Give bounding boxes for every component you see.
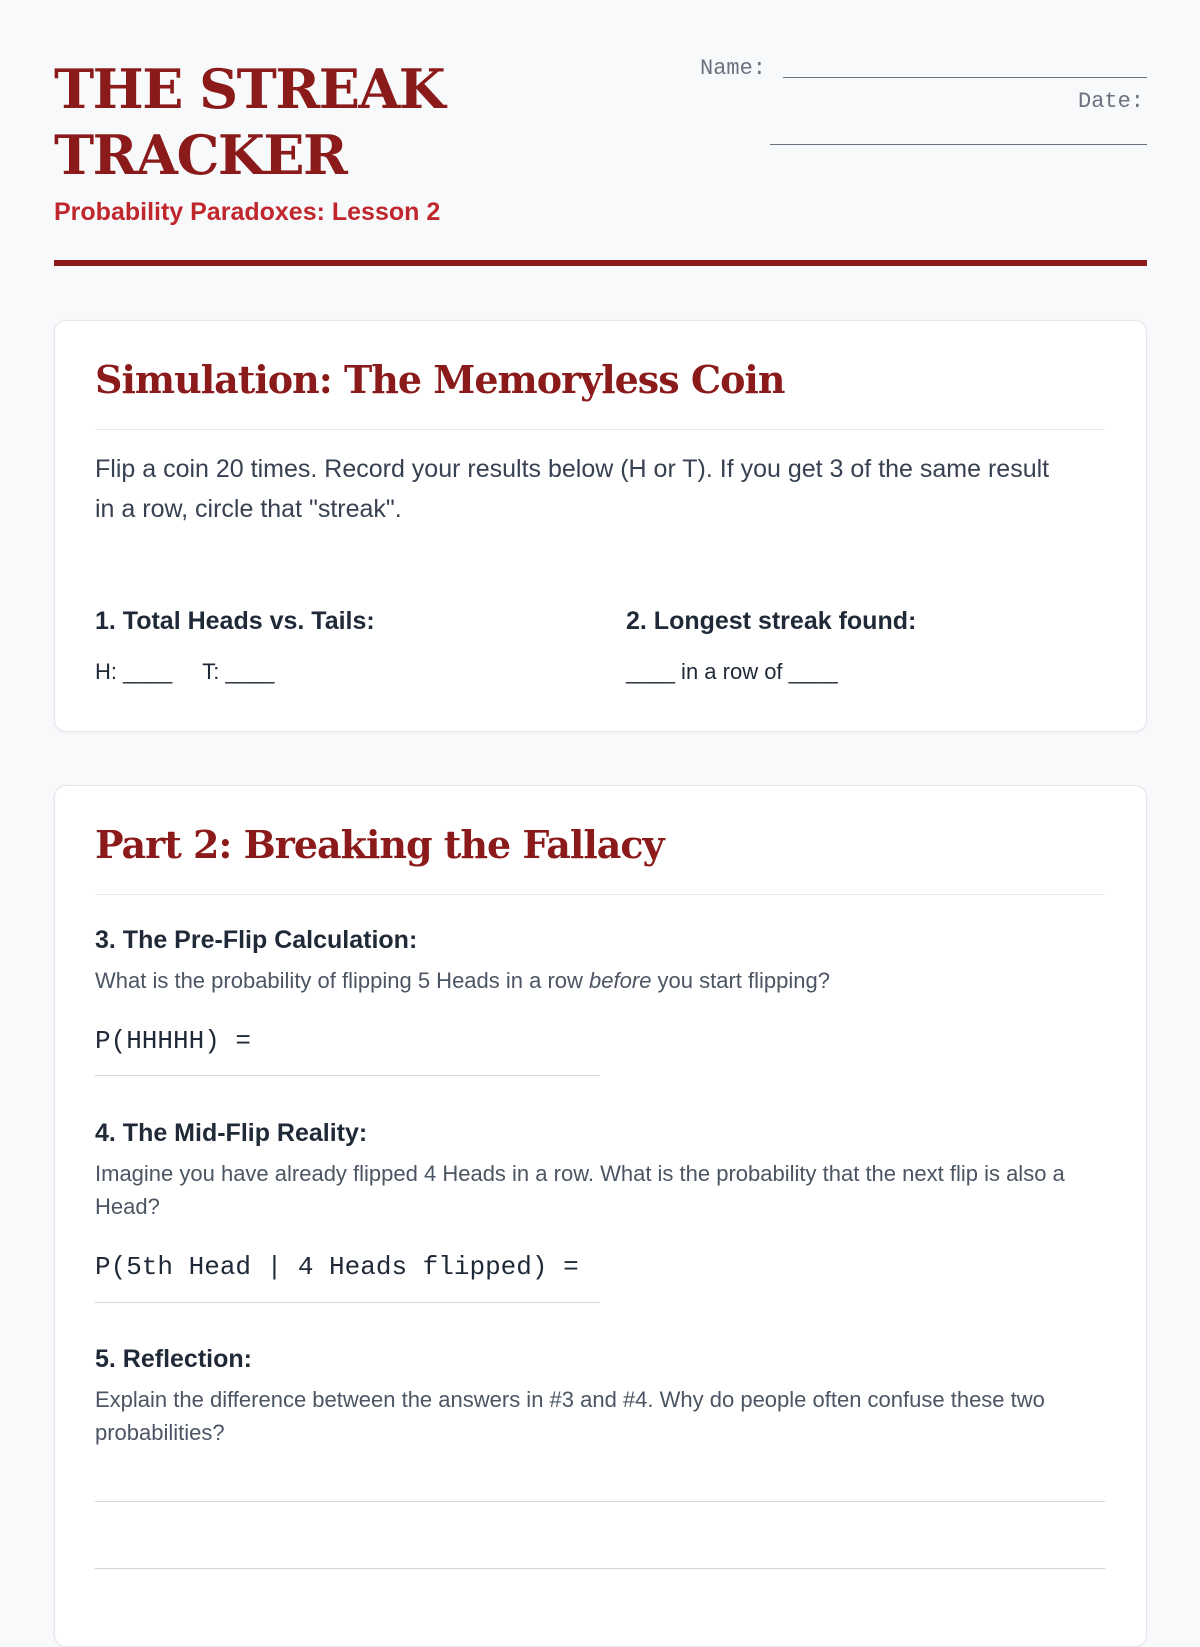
q5-label: 5. Reflection: (95, 1345, 252, 1373)
simulation-card (54, 320, 1147, 732)
q4-label: 4. The Mid-Flip Reality: (95, 1119, 368, 1147)
date-label: Date: (1078, 89, 1145, 114)
q5-writing-line[interactable] (95, 1568, 1105, 1569)
header-divider (54, 260, 1147, 266)
fallacy-card (54, 785, 1147, 1647)
q3-formula: P(HHHHH) = (95, 1026, 252, 1056)
q3-prompt: What is the probability of flipping 5 Heads in a row before you start flipping? (95, 968, 830, 993)
section-divider (95, 894, 1105, 895)
q4-prompt: Imagine you have already flipped 4 Heads in a row. What is the probability that the next flip is also a Head? (95, 1161, 1065, 1219)
date-field[interactable] (770, 144, 1147, 145)
q3-label: 3. The Pre-Flip Calculation: (95, 926, 418, 954)
q5-prompt: Explain the difference between the answers in #3 and #4. Why do people often confuse these two probabilities? (95, 1387, 1045, 1445)
worksheet-title: THE STREAK TRACKER (54, 57, 445, 187)
q5-writing-line[interactable] (95, 1501, 1105, 1502)
simulation-instructions: Flip a coin 20 times. Record your results below (H or T). If you get 3 of the same result in a row, circle that "streak". (95, 455, 1050, 523)
worksheet-header (54, 0, 1147, 268)
q3-answer-line[interactable] (95, 1075, 600, 1076)
worksheet-subtitle: Probability Paradoxes: Lesson 2 (54, 198, 441, 226)
q4-formula: P(5th Head | 4 Heads flipped) = (95, 1252, 579, 1282)
q2-answer-blanks[interactable]: ____ in a row of ____ (626, 659, 838, 684)
q1-answer-blanks[interactable]: H: ____ T: ____ (95, 659, 275, 684)
q4-answer-line[interactable] (95, 1302, 600, 1303)
name-label: Name: (700, 56, 767, 81)
simulation-title: Simulation: The Memoryless Coin (95, 357, 785, 402)
q1-label: 1. Total Heads vs. Tails: (95, 607, 375, 635)
fallacy-title: Part 2: Breaking the Fallacy (95, 822, 664, 867)
section-divider (95, 429, 1105, 430)
name-field[interactable] (783, 77, 1147, 78)
q2-label: 2. Longest streak found: (626, 607, 917, 635)
